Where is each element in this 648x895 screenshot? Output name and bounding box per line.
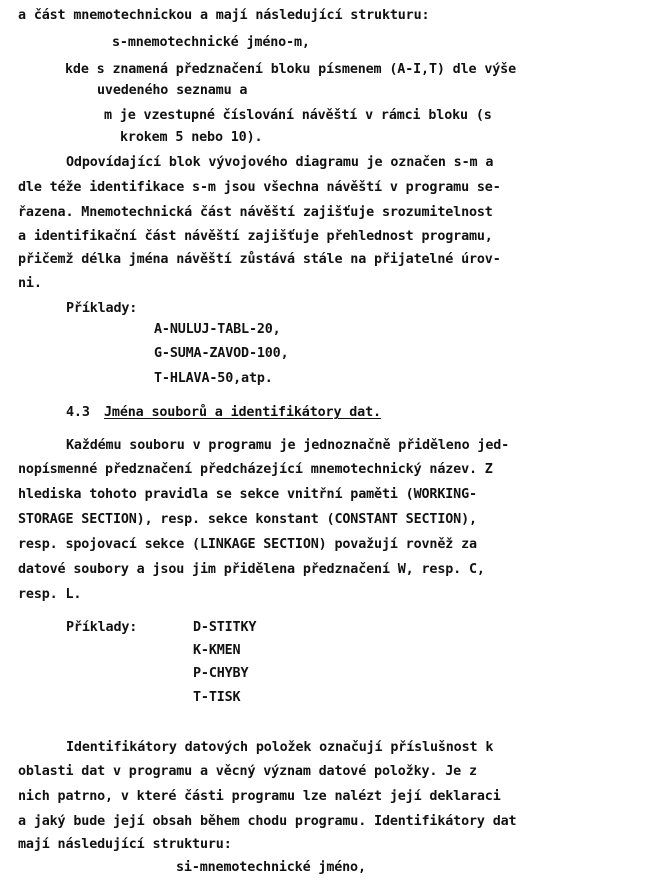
text-line: mají následující strukturu: [18,837,232,852]
text-line: uvedeného seznamu a [97,83,248,98]
text-line: Identifikátory datových položek označují příslušnost k [66,740,494,755]
text-line: dle téže identifikace s-m jsou všechna návěští v programu se- [18,180,501,195]
text-line: nopísmenné předznačení předcházející mnemotechnický název. Z [18,462,493,477]
text-line: resp. spojovací sekce (LINKAGE SECTION) považují rovněž za [18,537,477,552]
text-line: Každému souboru v programu je jednoznačně přiděleno jed- [66,438,510,453]
section-number: 4.3 [66,405,90,420]
text-line: si-mnemotechnické jméno, [176,860,366,875]
text-line: datové soubory a jsou jim přidělena předznačení W, resp. C, [18,562,485,577]
text-line: a část mnemotechnickou a mají následující strukturu: [18,8,430,23]
text-line: krokem 5 nebo 10). [120,130,263,145]
text-line: hlediska tohoto pravidla se sekce vnitřní paměti (WORKING- [18,487,477,502]
example-item: T-TISK [193,690,241,705]
text-line: m je vzestupné číslování návěští v rámci bloku (s [104,108,492,123]
text-line: a identifikační část návěští zajišťuje přehlednost programu, [18,229,493,244]
section-heading: Jména souborů a identifikátory dat. [104,405,381,420]
example-item: P-CHYBY [193,666,249,681]
text-line: Odpovídající blok vývojového diagramu je označen s-m a [66,155,494,170]
example-item: D-STITKY [193,620,257,635]
text-line: řazena. Mnemotechnická část návěští zajišťuje srozumitelnost [18,205,493,220]
example-item: T-HLAVA-50,atp. [154,371,273,386]
text-line: přičemž délka jména návěští zůstává stále na přijatelné úrov- [18,252,501,267]
text-line: ni. [18,276,42,291]
text-line: resp. L. [18,587,82,602]
text-line: nich patrno, v které části programu lze nalézt její deklaraci [18,789,501,804]
text-line: kde s znamená předznačení bloku písmenem (A-I,T) dle výše [65,62,516,77]
examples-label: Příklady: [66,620,138,635]
text-line: oblasti dat v programu a věcný význam datové položky. Je z [18,764,477,779]
example-item: G-SUMA-ZAVOD-100, [154,346,289,361]
example-item: K-KMEN [193,643,241,658]
text-line: s-mnemotechnické jméno-m, [112,35,310,50]
examples-label: Příklady: [66,301,138,316]
example-item: A-NULUJ-TABL-20, [154,322,281,337]
text-line: a jaký bude její obsah během chodu programu. Identifikátory dat [18,814,517,829]
text-line: STORAGE SECTION), resp. sekce konstant (CONSTANT SECTION), [18,512,477,527]
